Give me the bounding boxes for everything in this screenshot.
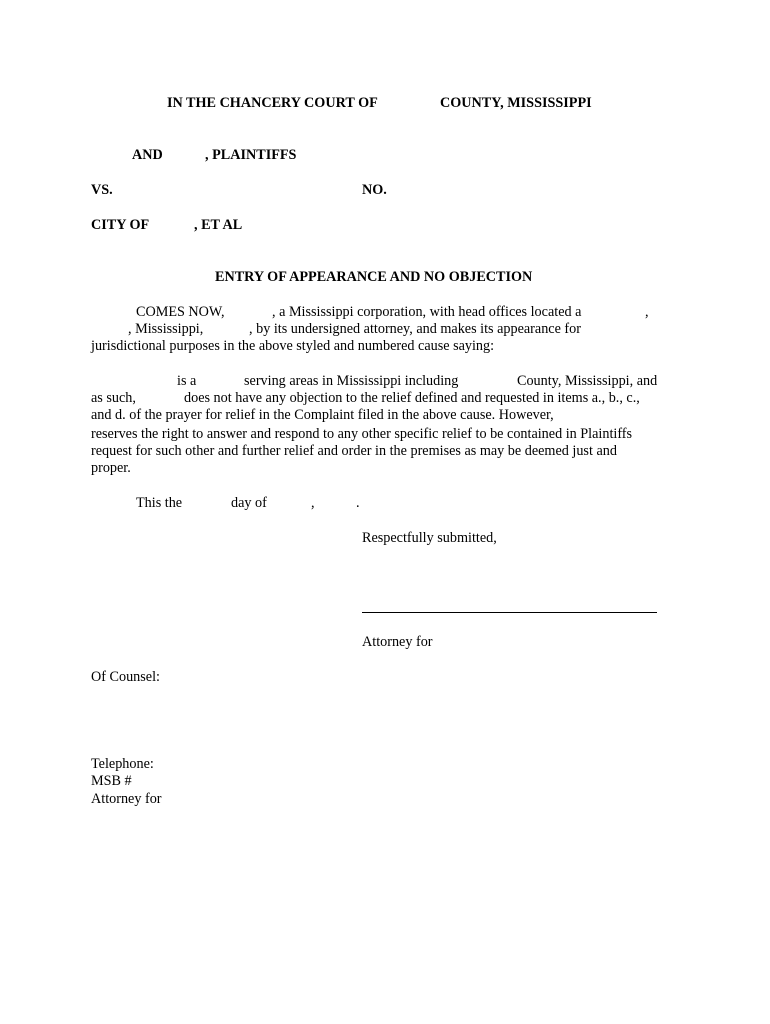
para1-line2-b: , by its undersigned attorney, and makes its appearance for bbox=[249, 321, 581, 337]
plaintiffs-and: AND bbox=[132, 147, 163, 163]
para2-line3: and d. of the prayer for relief in the Complaint filed in the above cause. However, bbox=[91, 407, 554, 423]
defendant-et-al: , ET AL bbox=[194, 217, 243, 233]
of-counsel-label: Of Counsel: bbox=[91, 669, 160, 685]
defendant-city: CITY OF bbox=[91, 217, 150, 233]
para1-line1-c: , bbox=[645, 304, 649, 320]
para2-line1-a: is a bbox=[177, 373, 197, 389]
para1-line1-a: COMES NOW, bbox=[136, 304, 225, 320]
para1-line3: jurisdictional purposes in the above styled and numbered cause saying: bbox=[91, 338, 495, 354]
document-title: ENTRY OF APPEARANCE AND NO OBJECTION bbox=[215, 269, 533, 285]
date-comma: , bbox=[311, 495, 315, 511]
telephone-label: Telephone: bbox=[91, 756, 154, 772]
signature-attorney-for: Attorney for bbox=[362, 634, 433, 650]
date-day-of: day of bbox=[231, 495, 267, 511]
court-heading-left: IN THE CHANCERY COURT OF bbox=[167, 95, 378, 111]
court-heading-right: COUNTY, MISSISSIPPI bbox=[440, 95, 592, 111]
plaintiffs-label: , PLAINTIFFS bbox=[205, 147, 297, 163]
para1-line2-a: , Mississippi, bbox=[128, 321, 204, 337]
versus-label: VS. bbox=[91, 182, 113, 198]
date-period: . bbox=[356, 495, 360, 511]
para2-line4: reserves the right to answer and respond to any other specific relief to be contained in Plaintiffs bbox=[91, 426, 633, 442]
msb-label: MSB # bbox=[91, 773, 132, 789]
contact-attorney-for: Attorney for bbox=[91, 791, 162, 807]
para1-line1-b: , a Mississippi corporation, with head offices located a bbox=[272, 304, 582, 320]
para2-line1-c: County, Mississippi, and bbox=[517, 373, 658, 389]
date-this-the: This the bbox=[136, 495, 183, 511]
para2-line1-b: serving areas in Mississippi including bbox=[244, 373, 459, 389]
para2-line2-a: as such, bbox=[91, 390, 136, 406]
signature-line bbox=[362, 612, 657, 613]
case-number-label: NO. bbox=[362, 182, 387, 198]
closing-respectfully-submitted: Respectfully submitted, bbox=[362, 530, 497, 546]
para2-line6: proper. bbox=[91, 460, 131, 476]
para2-line2-b: does not have any objection to the relief defined and requested in items a., b., c., bbox=[184, 390, 640, 406]
para2-line5: request for such other and further relief and order in the premises as may be deemed just and bbox=[91, 443, 617, 459]
